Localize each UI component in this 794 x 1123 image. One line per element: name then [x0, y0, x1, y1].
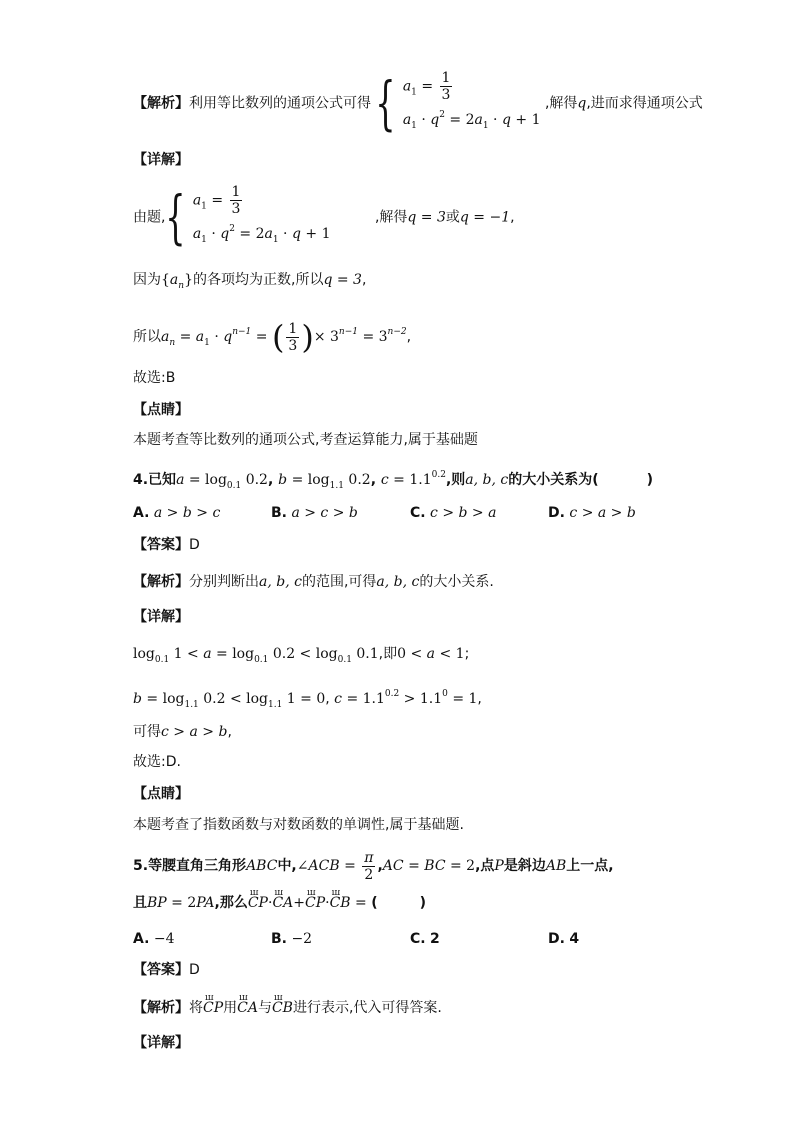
q4-option-d[interactable]: D. c > a > b: [548, 505, 636, 521]
q3-jiexi-text-c: ,进而求得通项公式: [586, 95, 703, 112]
equation-system: $a_1$ = $\frac{1}{3}$ $a_1 \cdot q^2 = 2a_1 \cdot q + 1$: [402, 70, 541, 131]
q4-option-a[interactable]: A. a > b > c: [133, 505, 221, 521]
q5-option-c[interactable]: C. 2: [410, 931, 440, 947]
left-brace: {: [375, 69, 397, 138]
q4-stem: 4.已知$a = \log_{0.1} 0.2$, $b = \log_{1.1} 0.2$, $c = 1.1^{0.2}$,则a, b, c的大小关系为( ): [133, 470, 654, 491]
q-value-1: q = 3: [407, 209, 446, 226]
q4-xiangjie-label: 【详解】: [133, 609, 189, 625]
q5-answer-line: 【答案】D: [133, 962, 200, 978]
q3-so-line: 所以$a_n = a_1 \cdot q^{n-1}$ = ( $\frac{1}{3}$ )× $3^{n-1} = 3^{n-2}$,: [133, 318, 412, 356]
q3-dianjing-label: 【点睛】: [133, 402, 189, 418]
q5-stem-2: 且BP = 2PA,那么ꟺ CP·ꟺ CA+ꟺ CP·ꟺ CB = ( ): [133, 893, 426, 913]
q3-positive-line: 因为$\{a_n\}$的各项均为正数,所以q = 3,: [133, 272, 367, 291]
q4-summary: 本题考查了指数函数与对数函数的单调性,属于基础题.: [133, 817, 464, 833]
q3-choose: 故选:B: [133, 370, 176, 386]
q4-detail-1: $\log_{0.1} 1 < a = \log_{0.1} 0.2 < \log_{0.1} 0.1$,即0 < a < 1;: [133, 646, 470, 665]
left-brace: {: [165, 183, 187, 252]
q3-jiexi-text: 利用等比数列的通项公式可得: [189, 95, 371, 112]
q5-stem-1: 5.等腰直角三角形ABC中,∠ACB = $\frac{\pi}{2}$ ,AC = BC = 2,点P是斜边AB上一点,: [133, 849, 614, 883]
q5-answer: D: [189, 962, 200, 978]
q4-answer: D: [189, 537, 200, 553]
q-value-2: q = −1: [459, 209, 511, 226]
equation-system: $a_1$ = $\frac{1}{3}$ $a_1 \cdot q^2 = 2a_1 \cdot q + 1$: [192, 184, 331, 245]
q5-option-d[interactable]: D. 4: [548, 931, 580, 947]
q4-choose: 故选:D.: [133, 754, 181, 770]
q4-jiexi-line: 【解析】分别判断出a, b, c的范围,可得a, b, c的大小关系.: [133, 574, 494, 590]
q4-detail-2: $b = \log_{1.1} 0.2 < \log_{1.1} 1 = 0$, $c = 1.1^{0.2} > 1.1^0 = 1$,: [133, 689, 482, 710]
q3-detail-prefix: 由题,: [133, 209, 166, 226]
q5-jiexi-line: 【解析】将ꟺ CP用ꟺ CA与ꟺ CB进行表示,代入可得答案.: [133, 998, 442, 1018]
q4-answer-line: 【答案】D: [133, 537, 200, 553]
q5-option-b[interactable]: B. −2: [271, 931, 313, 947]
q4-detail-3: 可得c > a > b,: [133, 724, 232, 740]
q4-dianjing-label: 【点睛】: [133, 786, 189, 802]
jiexi-label: 【解析】: [133, 95, 189, 112]
q3-jiexi-text-b: ,解得: [544, 95, 578, 112]
q4-option-b[interactable]: B. a > c > b: [271, 505, 358, 521]
q5-option-a[interactable]: A. −4: [133, 931, 175, 947]
q5-xiangjie-label: 【详解】: [133, 1035, 189, 1051]
q3-xiangjie-label: 【详解】: [133, 152, 189, 168]
q3-jiexi-line: 【解析】利用等比数列的通项公式可得 { $a_1$ = $\frac{1}{3}$ $a_1 \cdot q^2 = 2a_1 \cdot q + 1$ ,解得q,进而求得通项公式: [133, 69, 703, 138]
q4-option-c[interactable]: C. c > b > a: [410, 505, 497, 521]
q3-summary: 本题考查等比数列的通项公式,考查运算能力,属于基础题: [133, 432, 478, 448]
q3-detail-line: 由题,{ $a_1$ = $\frac{1}{3}$ $a_1 \cdot q^2 = 2a_1 \cdot q + 1$ ,解得q = 3或q = −1,: [133, 183, 515, 252]
